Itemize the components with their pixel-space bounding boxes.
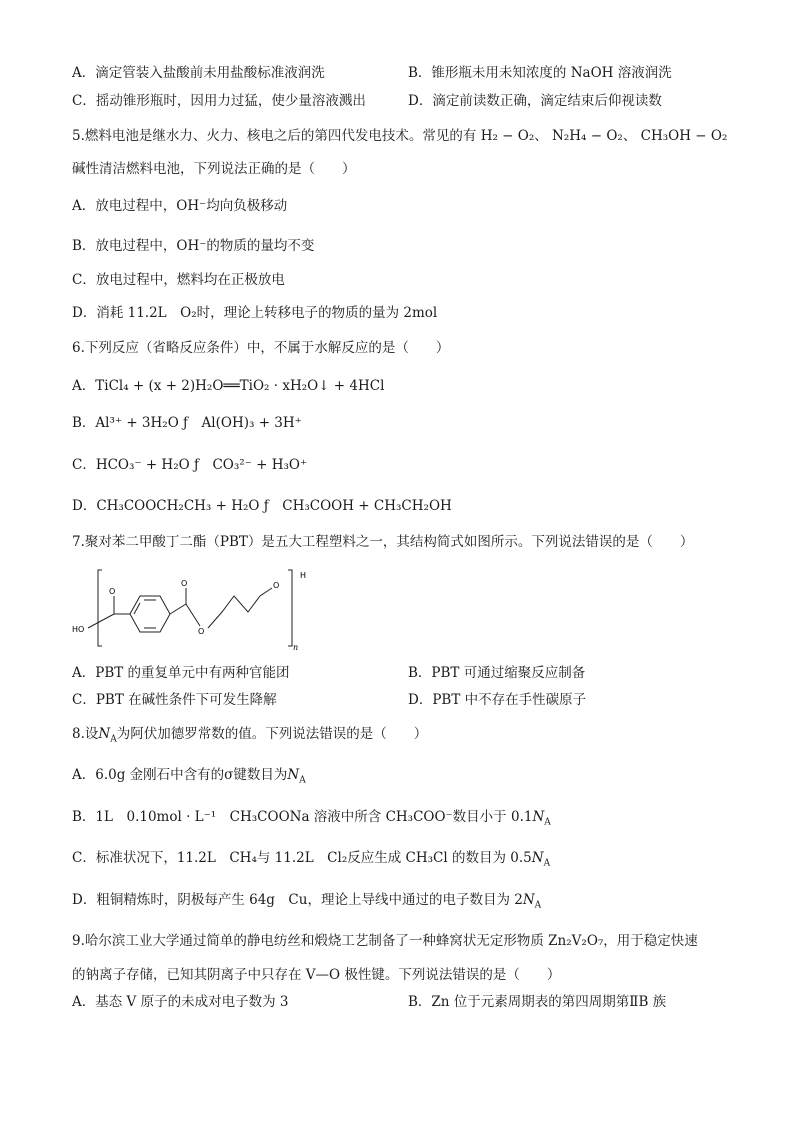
q8-option-d-text: D．粗铜精炼时，阴极每产生 64g Cu，理论上导线中通过的电子数目为 2 — [72, 892, 523, 908]
q8-option-a-text: A．6.0g 金刚石中含有的σ键数目为 — [72, 767, 288, 783]
q9-option-a: A．基态 V 原子的未成对电子数为 3 — [72, 994, 289, 1010]
q8-option-b — [72, 808, 551, 826]
q5-option-a: A．放电过程中，OH⁻均向负极移动 — [72, 198, 288, 214]
q8-option-b-text: B．1L 0.10mol · L⁻¹ CH₃COONa 溶液中所含 CH₃COO⁻数目小于 0.1 — [72, 809, 533, 825]
q8-b-na: N — [532, 809, 545, 825]
q8-b-na-sub: A — [544, 817, 551, 828]
q7-stem: 7.聚对苯二甲酸丁二酯（PBT）是五大工程塑料之一，其结构简式如图所示。下列说法错误的是（ ） — [72, 534, 694, 550]
q7-option-a: A．PBT 的重复单元中有两种官能团 — [72, 665, 290, 681]
q9-stem-line1: 9.哈尔滨工业大学通过简单的静电纺丝和煅烧工艺制备了一种蜂窝状无定形物质 Zn₂V₂O₇，用于稳定快速 — [72, 933, 698, 949]
q4-option-c: C．摇动锥形瓶时，因用力过猛，使少量溶液溅出 — [72, 93, 366, 109]
q5-stem-text: 5.燃料电池是继水力、火力、核电之后的第四代发电技术。常见的有 — [72, 128, 477, 144]
q8-a-na: N — [287, 767, 300, 783]
q4-option-a: A．滴定管装入盐酸前未用盐酸标准液润洗 — [72, 65, 325, 81]
benzene-ring — [130, 596, 170, 632]
terminal-h: H — [300, 571, 307, 580]
q5-stem-line1: 5.燃料电池是继水力、火力、核电之后的第四代发电技术。常见的有 H₂ − O₂、 N₂H₄ − O₂、 CH₃OH − O₂ — [72, 128, 728, 144]
q5-fuel-1: H₂ − O₂ — [480, 128, 535, 144]
carbonyl-o-right: O — [181, 579, 188, 588]
q8-a-na-sub: A — [299, 775, 306, 786]
q9-option-b: B．Zn 位于元素周期表的第四周期第ⅡB 族 — [408, 994, 667, 1010]
pbt-structure-diagram — [72, 566, 312, 650]
carbonyl-o-left: O — [109, 587, 116, 596]
q5-fuel-3: CH₃OH − O₂ — [640, 128, 728, 144]
q7-option-d: D．PBT 中不存在手性碳原子 — [408, 692, 587, 708]
butylene-chain — [208, 588, 272, 628]
left-bracket — [98, 570, 102, 646]
q5-stem-line2: 碱性清洁燃料电池，下列说法正确的是（ ） — [72, 161, 356, 177]
avogadro-symbol: N — [98, 726, 111, 742]
q6-stem: 6.下列反应（省略反应条件）中，不属于水解反应的是（ ） — [72, 340, 450, 356]
q5-option-d: D．消耗 11.2L O₂时，理论上转移电子的物质的量为 2mol — [72, 305, 438, 321]
q8-option-a — [72, 766, 306, 784]
avogadro-sub: A — [110, 734, 117, 745]
q5-fuel-2: N₂H₄ − O₂ — [552, 128, 623, 144]
q8-stem-b: 为阿伏加德罗常数的值。下列说法错误的是（ ） — [116, 726, 428, 742]
q8-option-c-text: C．标准状况下，11.2L CH₄与 11.2L Cl₂反应生成 CH₃Cl 的数目为 0.5 — [72, 850, 532, 866]
q7-option-b: B．PBT 可通过缩聚反应制备 — [408, 665, 586, 681]
right-bracket — [288, 570, 292, 646]
q8-c-na: N — [531, 850, 544, 866]
q4-option-b: B．锥形瓶未用未知浓度的 NaOH 溶液润洗 — [408, 65, 672, 81]
terminal-o: O — [273, 581, 280, 590]
q5-option-c: C．放电过程中，燃料均在正极放电 — [72, 272, 285, 288]
q8-option-d — [72, 891, 541, 909]
q8-option-c — [72, 849, 550, 867]
ester-o: O — [198, 627, 205, 636]
repeat-n: n — [293, 643, 299, 650]
q5-option-b: B．放电过程中，OH⁻的物质的量均不变 — [72, 238, 315, 254]
q8-stem-a: 8.设 — [72, 726, 99, 742]
q8-c-na-sub: A — [543, 858, 551, 869]
q8-stem — [72, 725, 427, 743]
q7-option-c: C．PBT 在碱性条件下可发生降解 — [72, 692, 277, 708]
q9-stem-line2: 的钠离子存储，已知其阴离子中只存在 V—O 极性键。下列说法错误的是（ ） — [72, 967, 561, 983]
ho-label: HO — [72, 625, 85, 634]
q6-option-a: A．TiCl₄ + (x + 2)H₂O══TiO₂ · xH₂O↓ + 4HCl — [72, 378, 385, 394]
q6-option-c: C．HCO₃⁻ + H₂O ƒ CO₃²⁻ + H₃O⁺ — [72, 457, 308, 473]
q6-option-d: D．CH₃COOCH₂CH₃ + H₂O ƒ CH₃COOH + CH₃CH₂OH — [72, 498, 452, 514]
q8-d-na: N — [522, 892, 535, 908]
q4-option-d: D．滴定前读数正确，滴定结束后仰视读数 — [408, 93, 662, 109]
q6-option-b: B．Al³⁺ + 3H₂O ƒ Al(OH)₃ + 3H⁺ — [72, 415, 302, 431]
q8-d-na-sub: A — [534, 900, 542, 911]
